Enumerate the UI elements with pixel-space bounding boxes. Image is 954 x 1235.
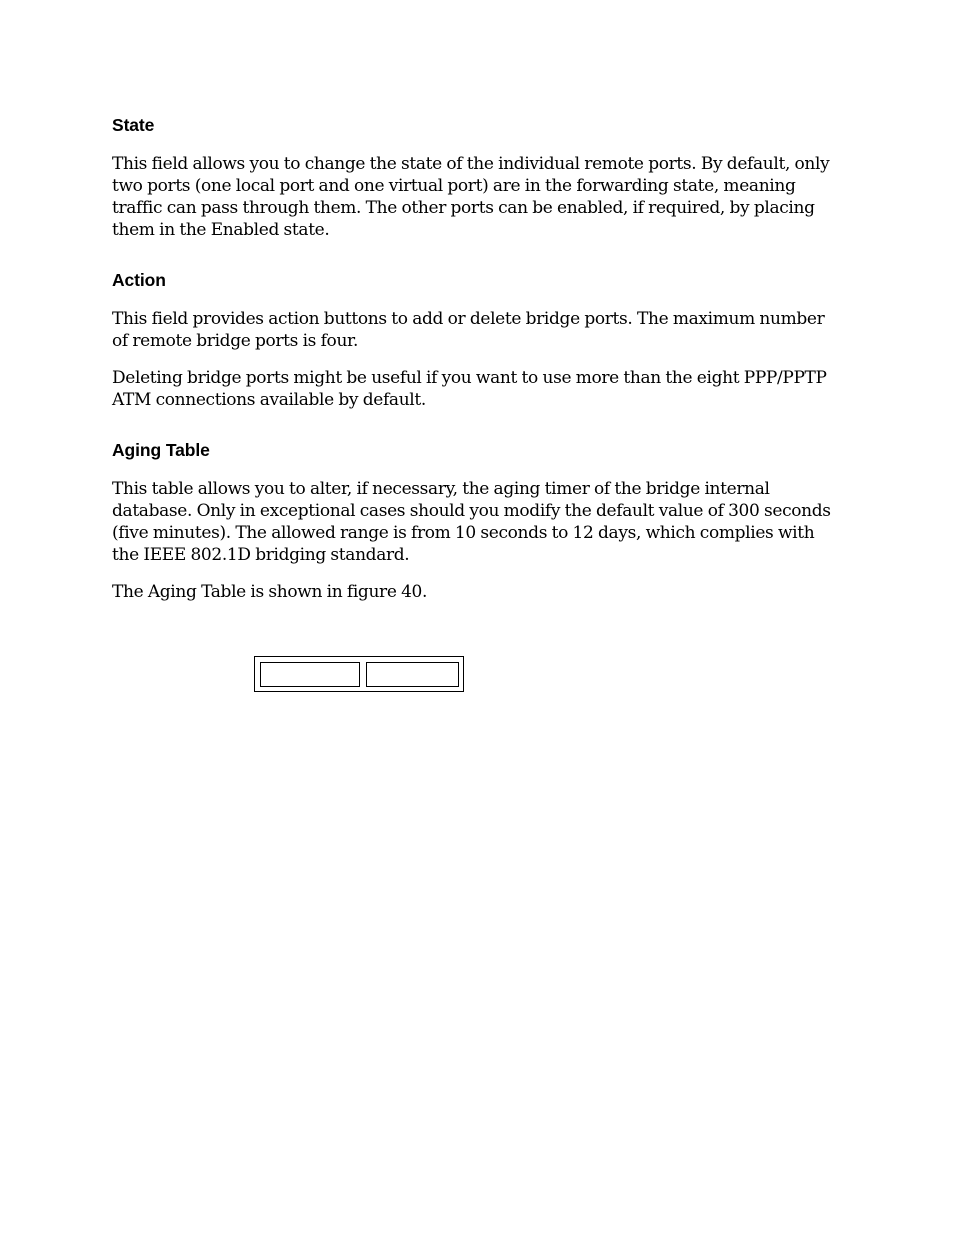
figure-cell-left: [260, 662, 360, 687]
state-heading: State: [112, 115, 155, 135]
aging-table-figure: [254, 656, 464, 692]
action-heading: Action: [112, 270, 166, 290]
action-delete-note: Deleting bridge ports might be useful if you want to use more than the eight PPP/PPTP ATM connections available by default.: [112, 368, 827, 410]
figure-cell-right: [366, 662, 459, 687]
aging-table-figure-reference: The Aging Table is shown in figure 40.: [112, 582, 428, 602]
aging-table-heading: Aging Table: [112, 440, 210, 460]
action-description: This field provides action buttons to add or delete bridge ports. The maximum number of remote bridge ports is four.: [112, 309, 825, 351]
state-description: This field allows you to change the state of the individual remote ports. By default, only two ports (one local port and one virtual port) are in the forwarding state, meaning traffic can pass through them. The other ports can be enabled, if required, by placing them in the Enabled state.: [112, 154, 830, 240]
aging-table-description: This table allows you to alter, if necessary, the aging timer of the bridge internal database. Only in exceptional cases should you modify the default value of 300 seconds (five minutes). The allowed range is from 10 seconds to 12 days, which complies with the IEEE 802.1D bridging standard.: [112, 479, 831, 565]
